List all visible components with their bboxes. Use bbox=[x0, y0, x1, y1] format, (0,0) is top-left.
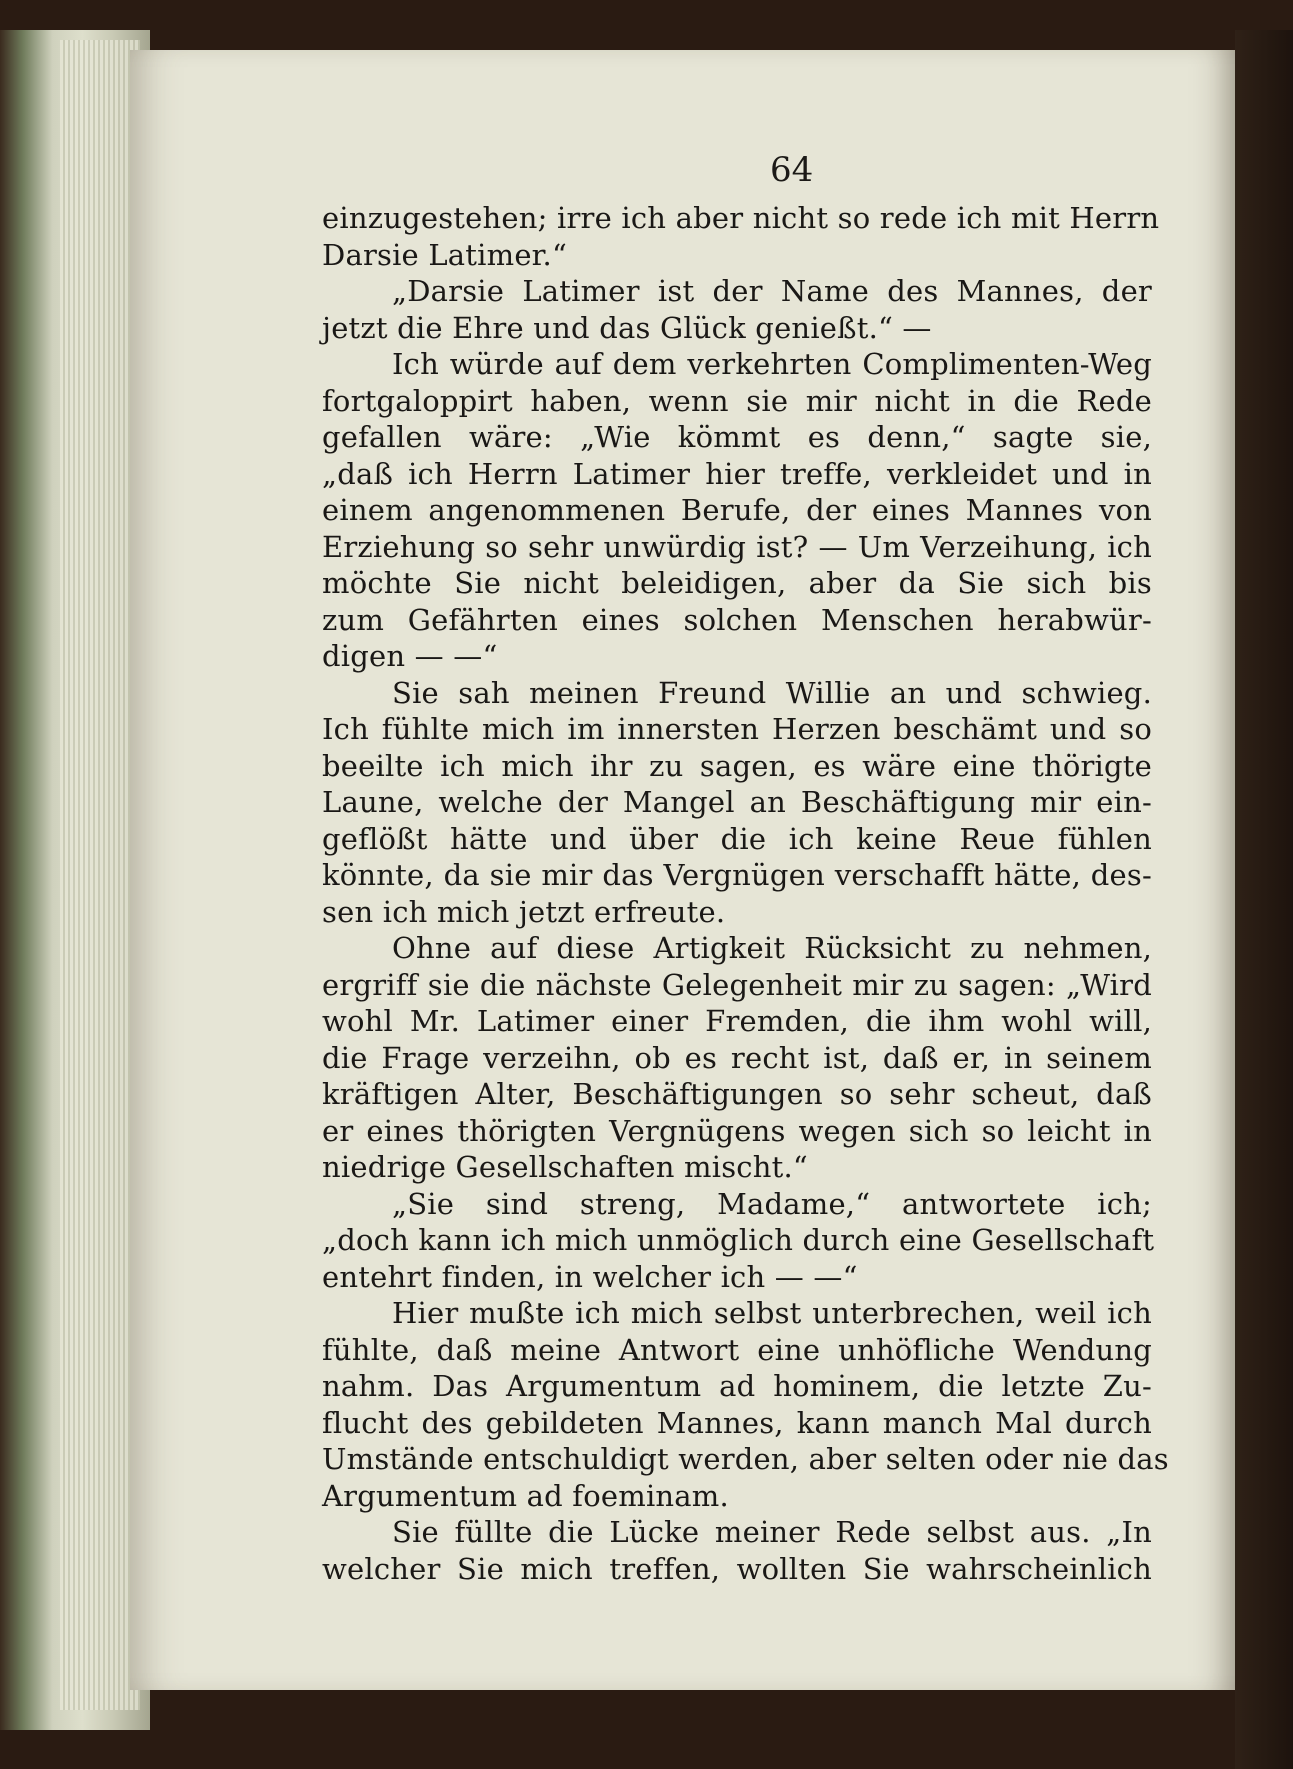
text-line: Sie füllte die Lücke meiner Rede selbst aus. „In bbox=[392, 1515, 1152, 1549]
text-line: Sie sah meinen Freund Willie an und schwieg. bbox=[392, 675, 1152, 710]
text-line: jetzt die Ehre und das Glück genießt.“ — bbox=[322, 310, 932, 345]
text-line: niedrige Gesellschaften mischt.“ bbox=[322, 1150, 808, 1184]
text-line: nahm. Das Argumentum ad hominem, die letzte Zu- bbox=[322, 1369, 1152, 1403]
text-line: digen — —“ bbox=[322, 639, 498, 673]
text-line: fühlte, daß meine Antwort eine unhöfliche Wendung bbox=[322, 1332, 1152, 1367]
text-line: einem angenommenen Berufe, der eines Mannes von bbox=[322, 493, 1152, 527]
text-line: sen ich mich jetzt erfreute. bbox=[322, 894, 726, 929]
text-line: fortgaloppirt haben, wenn sie mir nicht in die Rede bbox=[322, 383, 1152, 418]
text-line: beeilte ich mich ihr zu sagen, es wäre eine thörigte bbox=[322, 748, 1152, 783]
text-line: Darsie Latimer.“ bbox=[322, 237, 567, 272]
text-line: „doch kann ich mich unmöglich durch eine Gesellschaft bbox=[322, 1223, 1155, 1257]
text-line: Argumentum ad foeminam. bbox=[322, 1478, 729, 1513]
text-line: „Darsie Latimer ist der Name des Mannes, der bbox=[392, 274, 1152, 308]
text-line: ergriff sie die nächste Gelegenheit mir zu sagen: „Wird bbox=[322, 967, 1152, 1002]
text-line: Umstände entschuldigt werden, aber selten oder nie das bbox=[322, 1442, 1169, 1476]
page-gutter-shadow bbox=[1235, 30, 1293, 1769]
text-line: könnte, da sie mir das Vergnügen verschafft hätte, des- bbox=[322, 858, 1152, 892]
page-stack bbox=[60, 40, 140, 1710]
text-line: gefallen wäre: „Wie kömmt es denn,“ sagte sie, bbox=[322, 420, 1152, 454]
text-line: kräftigen Alter, Beschäftigungen so sehr scheut, daß bbox=[322, 1077, 1152, 1111]
page-text bbox=[322, 200, 1169, 1587]
text-line: Ich würde auf dem verkehrten Complimenten-Weg bbox=[392, 347, 1152, 381]
text-line: er eines thörigten Vergnügens wegen sich so leicht in bbox=[322, 1113, 1152, 1148]
text-line: „daß ich Herrn Latimer hier treffe, verkleidet und in bbox=[322, 456, 1152, 491]
text-line: entehrt finden, in welcher ich — —“ bbox=[322, 1259, 858, 1294]
text-line: Ohne auf diese Artigkeit Rücksicht zu nehmen, bbox=[392, 931, 1152, 965]
text-line: möchte Sie nicht beleidigen, aber da Sie sich bis bbox=[322, 566, 1152, 600]
text-line: wohl Mr. Latimer einer Fremden, die ihm wohl will, bbox=[322, 1004, 1152, 1038]
text-line: Erziehung so sehr unwürdig ist? — Um Verzeihung, ich bbox=[322, 529, 1152, 564]
text-line: Hier mußte ich mich selbst unterbrechen, weil ich bbox=[392, 1296, 1152, 1330]
text-line: zum Gefährten eines solchen Menschen herabwür- bbox=[322, 602, 1152, 637]
text-line: die Frage verzeihn, ob es recht ist, daß er, in seinem bbox=[322, 1040, 1152, 1075]
text-line: geflößt hätte und über die ich keine Reue fühlen bbox=[322, 821, 1152, 856]
text-line: Ich fühlte mich im innersten Herzen beschämt und so bbox=[322, 712, 1152, 746]
page-number: 64 bbox=[770, 150, 814, 190]
text-line: welcher Sie mich treffen, wollten Sie wahrscheinlich bbox=[322, 1551, 1152, 1586]
text-line: einzugestehen; irre ich aber nicht so rede ich mit Herrn bbox=[322, 201, 1160, 235]
text-line: „Sie sind streng, Madame,“ antwortete ich; bbox=[392, 1186, 1152, 1221]
text-line: Laune, welche der Mangel an Beschäftigung mir ein- bbox=[322, 785, 1152, 819]
text-line: flucht des gebildeten Mannes, kann manch Mal durch bbox=[322, 1405, 1152, 1440]
